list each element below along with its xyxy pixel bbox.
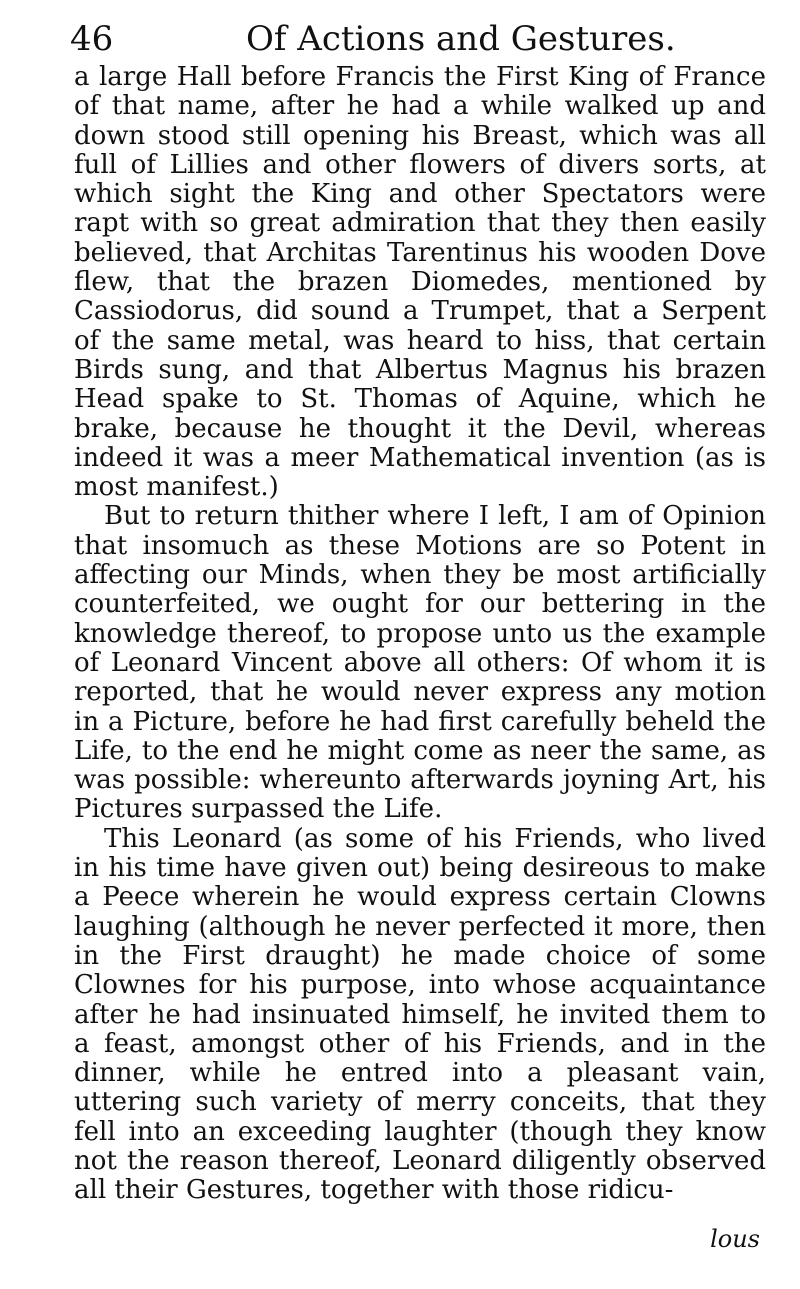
page-header [70, 14, 770, 64]
paragraph-1: a large Hall before Francis the First King of France of that name, after he had a while walked up and down stood still opening his Breast, which was all full of Lillies and other flowers of divers sorts, at which sight the King and other Spectators were rapt with so great admiration that they then easily believed, that Architas Tarentinus his wooden Dove flew, that the brazen Diomedes, mentioned by Cassiodorus, did sound a Trumpet, that a Serpent of the same metal, was heard to hiss, that certain Birds sung, and that Albertus Magnus his brazen Head spake to St. Thomas of Aquine, which he brake, because he thought it the Devil, whereas indeed it was a meer Mathematical invention (as is most manifest.) [74, 62, 766, 503]
paragraph-2: But to return thither where I left, I am of Opinion that insomuch as these Motions are so Potent in affecting our Minds, when they be most artificially counterfeited, we ought for our bettering in the knowledge thereof, to propose unto us the example of Leonard Vincent above all others: Of whom it is reported, that he would never express any motion in a Picture, before he had first carefully beheld the Life, to the end he might come as neer the same, as was possible: whereunto afterwards joyning Art, his Pictures surpassed the Life. [74, 501, 766, 825]
running-title: Of Actions and Gestures. [246, 19, 676, 59]
body-text [74, 63, 766, 1206]
catchword: lous [710, 1225, 760, 1253]
paragraph-3: This Leonard (as some of his Friends, who lived in his time have given out) being desireous to make a Peece wherein he would express certain Clowns laughing (although he never perfected it more, then in the First draught) he made choice of some Clownes for his purpose, into whose acquaintance after he had insinuated himself, he invited them to a feast, amongst other of his Friends, and in the dinner, while he entred into a pleasant vain, uttering such variety of merry conceits, that they fell into an exceeding laughter (though they know not the reason thereof, Leonard diligently observed all their Gestures, together with those ridicu- [74, 823, 766, 1206]
page-number: 46 [70, 19, 114, 59]
